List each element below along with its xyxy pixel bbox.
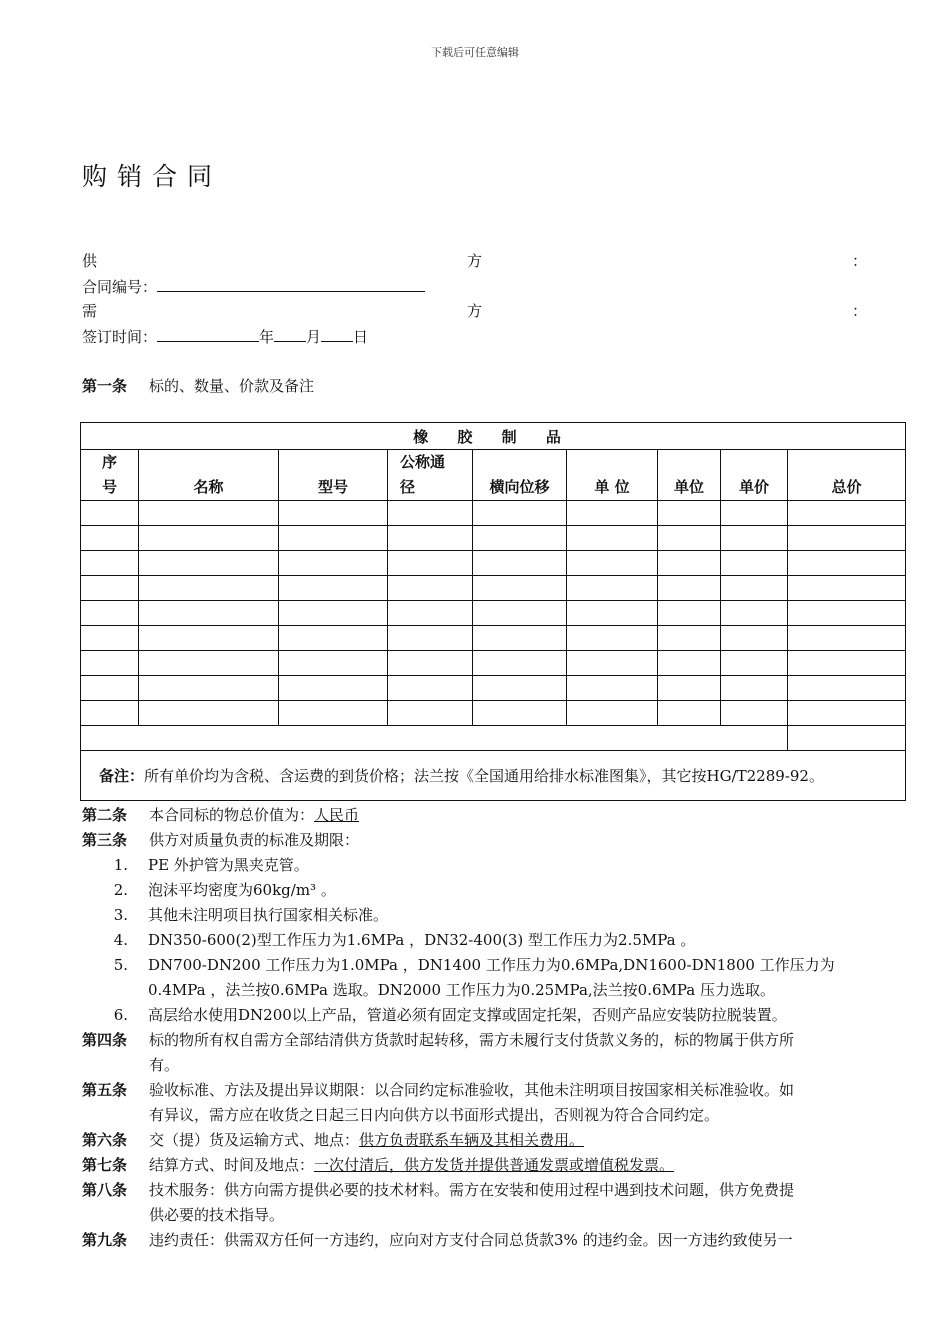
table-cell[interactable]: [279, 676, 388, 701]
table-cell[interactable]: [279, 551, 388, 576]
buyer-label-right: 方: [467, 302, 483, 320]
table-cell[interactable]: [388, 601, 473, 626]
contract-number-row: [82, 274, 425, 300]
table-cell[interactable]: [81, 626, 139, 651]
list-item-number: 2.: [113, 881, 128, 899]
article-8-label: 第八条: [82, 1181, 128, 1199]
table-cell[interactable]: [81, 701, 139, 726]
table-row: [81, 701, 906, 726]
table-cell[interactable]: [473, 551, 567, 576]
day-label: 日: [353, 328, 369, 346]
table-cell[interactable]: [721, 526, 788, 551]
table-cell[interactable]: [81, 676, 139, 701]
table-cell[interactable]: [567, 701, 658, 726]
list-item: 高层给水使用DN200以上产品，管道必须有固定支撑或固定托架，否则产品应安装防拉脱装置。: [148, 1006, 787, 1024]
table-cell[interactable]: [139, 551, 279, 576]
sign-year-field[interactable]: [157, 324, 259, 342]
table-body: [81, 501, 906, 726]
table-cell[interactable]: [139, 601, 279, 626]
list-item-continued: 0.4MPa ，法兰按0.6MPa 选取。DN2000 工作压力为0.25MPa,法兰按0.6MPa 压力选取。: [148, 981, 776, 999]
table-cell[interactable]: [658, 576, 721, 601]
table-cell[interactable]: [721, 676, 788, 701]
table-cell[interactable]: [721, 576, 788, 601]
column-header-name: 名称: [139, 450, 279, 501]
table-cell[interactable]: [473, 676, 567, 701]
article-5-text: 验收标准、方法及提出异议期限：以合同约定标准验收，其他未注明项目按国家相关标准验收。如: [149, 1081, 795, 1099]
table-cell[interactable]: [473, 626, 567, 651]
table-cell[interactable]: [279, 626, 388, 651]
product-table: [80, 422, 906, 801]
table-cell[interactable]: [388, 676, 473, 701]
article-9-label: 第九条: [82, 1231, 128, 1249]
table-row: [81, 676, 906, 701]
table-cell[interactable]: [658, 676, 721, 701]
list-item-number: 5.: [113, 956, 128, 974]
table-cell[interactable]: [788, 651, 906, 676]
article-6-label: 第六条: [82, 1131, 128, 1149]
table-cell[interactable]: [279, 651, 388, 676]
article-7-text: 结算方式、时间及地点：一次付清后，供方发货并提供普通发票或增值税发票。: [149, 1156, 675, 1174]
table-cell[interactable]: [473, 576, 567, 601]
article-4-text-continued: 有。: [149, 1056, 180, 1074]
table-row: [81, 626, 906, 651]
list-item: DN700-DN200 工作压力为1.0MPa ，DN1400 工作压力为0.6MPa,DN1600-DN1800 工作压力为: [148, 956, 835, 974]
table-cell[interactable]: [721, 501, 788, 526]
page-header-note: 下载后可任意编辑: [431, 46, 519, 59]
table-cell[interactable]: [721, 601, 788, 626]
table-cell[interactable]: [81, 551, 139, 576]
list-item: PE 外护管为黑夹克管。: [148, 856, 309, 874]
table-cell[interactable]: [388, 626, 473, 651]
table-cell[interactable]: [139, 701, 279, 726]
table-cell[interactable]: [279, 601, 388, 626]
remark-label: 备注：: [99, 767, 145, 785]
list-item-number: 1.: [113, 856, 128, 874]
column-header-unit-2: 单位: [658, 450, 721, 501]
article-5-text-continued: 有异议，需方应在收货之日起三日内向供方以书面形式提出，否则视为符合合同约定。: [149, 1106, 720, 1124]
column-header-total-price: 总价: [788, 450, 906, 501]
table-cell[interactable]: [567, 626, 658, 651]
document-title: 购销合同: [82, 162, 223, 191]
list-item-number: 6.: [113, 1006, 128, 1024]
article-6-text: 交（提）货及运输方式、地点：供方负责联系车辆及其相关费用。: [149, 1131, 585, 1149]
table-cell[interactable]: [658, 501, 721, 526]
table-cell[interactable]: [567, 526, 658, 551]
table-cell[interactable]: [473, 601, 567, 626]
table-remark: [81, 751, 906, 801]
contract-number-field[interactable]: [157, 274, 425, 292]
table-cell[interactable]: [279, 501, 388, 526]
column-header-index: 序号: [81, 450, 139, 501]
article-8-text: 技术服务：供方向需方提供必要的技术材料。需方在安装和使用过程中遇到技术问题，供方免费提: [149, 1181, 795, 1199]
table-cell[interactable]: [388, 501, 473, 526]
supplier-label-left: 供: [82, 252, 98, 270]
supplier-label-right: 方: [467, 252, 483, 270]
table-cell[interactable]: [788, 601, 906, 626]
table-cell[interactable]: [567, 676, 658, 701]
table-cell[interactable]: [139, 676, 279, 701]
article-1-label: 第一条: [82, 377, 128, 395]
table-cell[interactable]: [473, 526, 567, 551]
article-9-text: 违约责任：供需双方任何一方违约，应向对方支付合同总货款3% 的违约金。因一方违约致使另一: [149, 1231, 793, 1249]
column-header-nominal-diameter: 公称通径: [388, 450, 473, 501]
table-row: [81, 601, 906, 626]
table-cell[interactable]: [788, 576, 906, 601]
article-4-text: 标的物所有权自需方全部结清供方货款时起转移，需方未履行支付货款义务的，标的物属于供方所: [149, 1031, 795, 1049]
table-row: [81, 526, 906, 551]
table-cell[interactable]: [658, 551, 721, 576]
table-summary-row: [81, 726, 906, 751]
article-2-label: 第二条: [82, 806, 128, 824]
table-cell[interactable]: [788, 526, 906, 551]
table-cell[interactable]: [81, 526, 139, 551]
article-4-label: 第四条: [82, 1031, 128, 1049]
table-cell[interactable]: [721, 626, 788, 651]
summary-cell[interactable]: [81, 726, 788, 751]
table-cell[interactable]: [81, 651, 139, 676]
summary-total-cell[interactable]: [788, 726, 906, 751]
year-label: 年: [259, 328, 275, 346]
article-6-value: 供方负责联系车辆及其相关费用。: [359, 1131, 585, 1149]
table-cell[interactable]: [139, 626, 279, 651]
column-header-unit-price: 单价: [721, 450, 788, 501]
table-cell[interactable]: [658, 601, 721, 626]
article-1-text: 标的、数量、价款及备注: [149, 377, 315, 395]
table-cell[interactable]: [473, 651, 567, 676]
list-item: 其他未注明项目执行国家相关标准。: [148, 906, 389, 924]
contract-number-label: 合同编号：: [82, 278, 158, 296]
table-row: [81, 651, 906, 676]
list-item: DN350-600(2)型工作压力为1.6MPa ，DN32-400(3) 型工作压力为2.5MPa 。: [148, 931, 696, 949]
article-7-value: 一次付清后，供方发货并提供普通发票或增值税发票。: [314, 1156, 675, 1174]
table-cell[interactable]: [279, 701, 388, 726]
sign-month-field[interactable]: [274, 324, 306, 342]
sign-date-label: 签订时间：: [82, 328, 158, 346]
table-cell[interactable]: [279, 576, 388, 601]
table-cell[interactable]: [139, 526, 279, 551]
table-cell[interactable]: [81, 576, 139, 601]
list-item-number: 4.: [113, 931, 128, 949]
table-cell[interactable]: [81, 601, 139, 626]
column-header-lateral-displacement: 横向位移: [473, 450, 567, 501]
article-8-text-continued: 供必要的技术指导。: [149, 1206, 285, 1224]
table-cell[interactable]: [567, 501, 658, 526]
supplier-colon: ：: [852, 252, 868, 270]
table-cell[interactable]: [388, 701, 473, 726]
table-cell[interactable]: [658, 701, 721, 726]
table-cell[interactable]: [788, 551, 906, 576]
article-3-text: 供方对质量负责的标准及期限：: [149, 831, 360, 849]
article-2-text: 本合同标的物总价值为：人民币: [149, 806, 360, 824]
article-5-label: 第五条: [82, 1081, 128, 1099]
table-cell[interactable]: [788, 676, 906, 701]
table-cell[interactable]: [721, 651, 788, 676]
table-cell[interactable]: [788, 501, 906, 526]
table-cell[interactable]: [139, 576, 279, 601]
table-cell[interactable]: [388, 526, 473, 551]
table-cell[interactable]: [279, 526, 388, 551]
month-label: 月: [306, 328, 322, 346]
article-7-label: 第七条: [82, 1156, 128, 1174]
table-cell[interactable]: [658, 526, 721, 551]
table-cell[interactable]: [788, 626, 906, 651]
table-remark-row: [81, 751, 906, 801]
table-cell[interactable]: [388, 651, 473, 676]
sign-date-row: [82, 324, 368, 350]
table-cell[interactable]: [473, 501, 567, 526]
table-cell[interactable]: [788, 701, 906, 726]
column-header-model: 型号: [279, 450, 388, 501]
table-row: [81, 551, 906, 576]
remark-text: 所有单价均为含税、含运费的到货价格；法兰按《全国通用给排水标准图集》，其它按HG/T2289-92。: [144, 767, 824, 785]
table-cell[interactable]: [658, 651, 721, 676]
article-3-label: 第三条: [82, 831, 128, 849]
table-cell[interactable]: [388, 576, 473, 601]
table-cell[interactable]: [81, 501, 139, 526]
table-cell[interactable]: [721, 551, 788, 576]
column-header-unit-1: 单 位: [567, 450, 658, 501]
table-row: [81, 576, 906, 601]
buyer-colon: ：: [852, 302, 868, 320]
table-cell[interactable]: [567, 551, 658, 576]
table-caption: 橡 胶 制 品: [81, 423, 906, 450]
table-cell[interactable]: [139, 651, 279, 676]
table-cell[interactable]: [658, 626, 721, 651]
table-row: [81, 501, 906, 526]
table-cell[interactable]: [567, 576, 658, 601]
list-item-number: 3.: [113, 906, 128, 924]
article-2-value: 人民币: [314, 806, 360, 824]
table-cell[interactable]: [567, 601, 658, 626]
table-cell[interactable]: [473, 701, 567, 726]
sign-day-field[interactable]: [321, 324, 353, 342]
table-cell[interactable]: [721, 701, 788, 726]
table-cell[interactable]: [567, 651, 658, 676]
buyer-label-left: 需: [82, 302, 98, 320]
table-cell[interactable]: [388, 551, 473, 576]
list-item: 泡沫平均密度为60kg/m³ 。: [148, 881, 336, 899]
table-cell[interactable]: [139, 501, 279, 526]
